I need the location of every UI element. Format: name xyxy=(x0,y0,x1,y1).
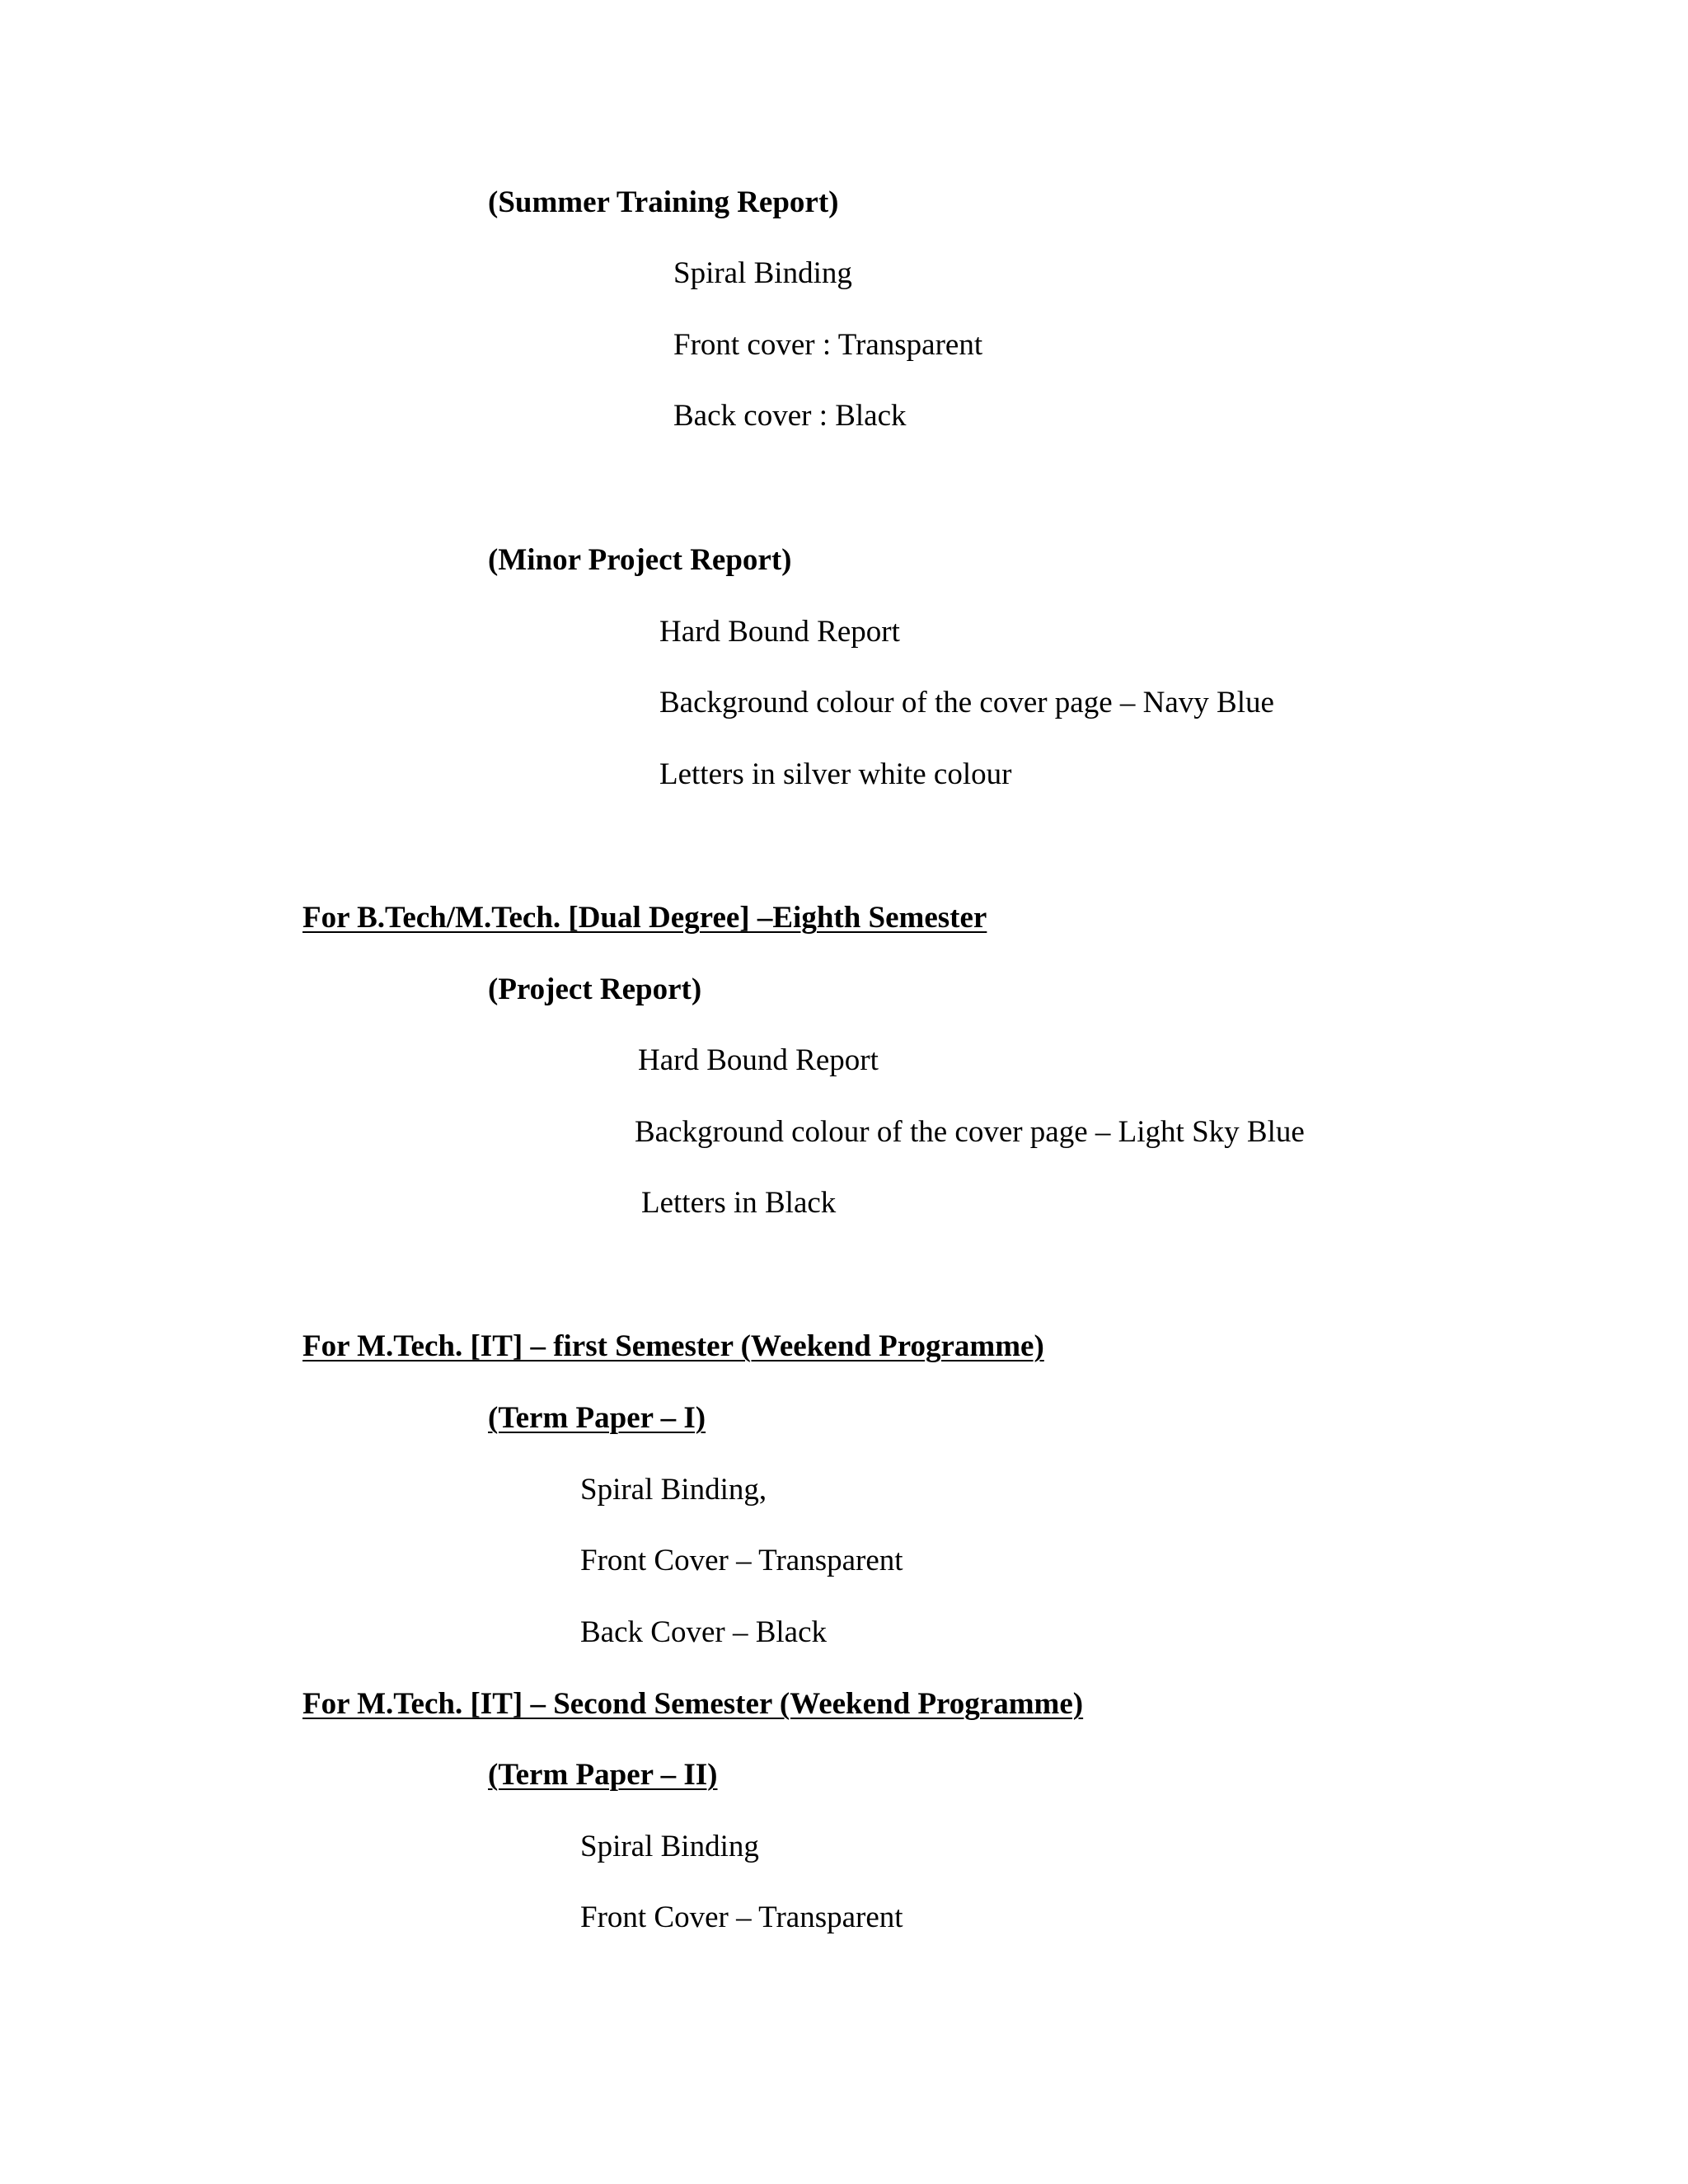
summer-training-item: Back cover : Black xyxy=(673,399,907,433)
term-paper-one-item: Front Cover – Transparent xyxy=(580,1544,903,1577)
project-report-item: Letters in Black xyxy=(641,1186,837,1220)
mtech-first-title: For M.Tech. [IT] – first Semester (Weekend Programme) xyxy=(302,1329,1044,1363)
project-report-item: Hard Bound Report xyxy=(638,1043,879,1077)
term-paper-one-item: Back Cover – Black xyxy=(580,1615,827,1649)
mtech-second-title: For M.Tech. [IT] – Second Semester (Weekend Programme) xyxy=(302,1687,1084,1721)
summer-training-heading: (Summer Training Report) xyxy=(488,185,839,219)
minor-project-item: Letters in silver white colour xyxy=(659,757,1012,791)
minor-project-item: Background colour of the cover page – Navy Blue xyxy=(659,686,1274,719)
term-paper-two-heading: (Term Paper – II) xyxy=(488,1758,718,1792)
minor-project-heading: (Minor Project Report) xyxy=(488,543,792,577)
project-report-item: Background colour of the cover page – Light Sky Blue xyxy=(635,1115,1305,1149)
term-paper-two-item: Front Cover – Transparent xyxy=(580,1900,903,1934)
summer-training-item: Front cover : Transparent xyxy=(673,328,983,362)
term-paper-one-item: Spiral Binding, xyxy=(580,1473,767,1507)
project-report-heading: (Project Report) xyxy=(488,972,702,1006)
term-paper-two-item: Spiral Binding xyxy=(580,1830,759,1863)
summer-training-item: Spiral Binding xyxy=(673,256,852,290)
minor-project-item: Hard Bound Report xyxy=(659,615,900,649)
term-paper-one-heading: (Term Paper – I) xyxy=(488,1401,706,1435)
dual-degree-title: For B.Tech/M.Tech. [Dual Degree] –Eighth Semester xyxy=(302,901,987,935)
